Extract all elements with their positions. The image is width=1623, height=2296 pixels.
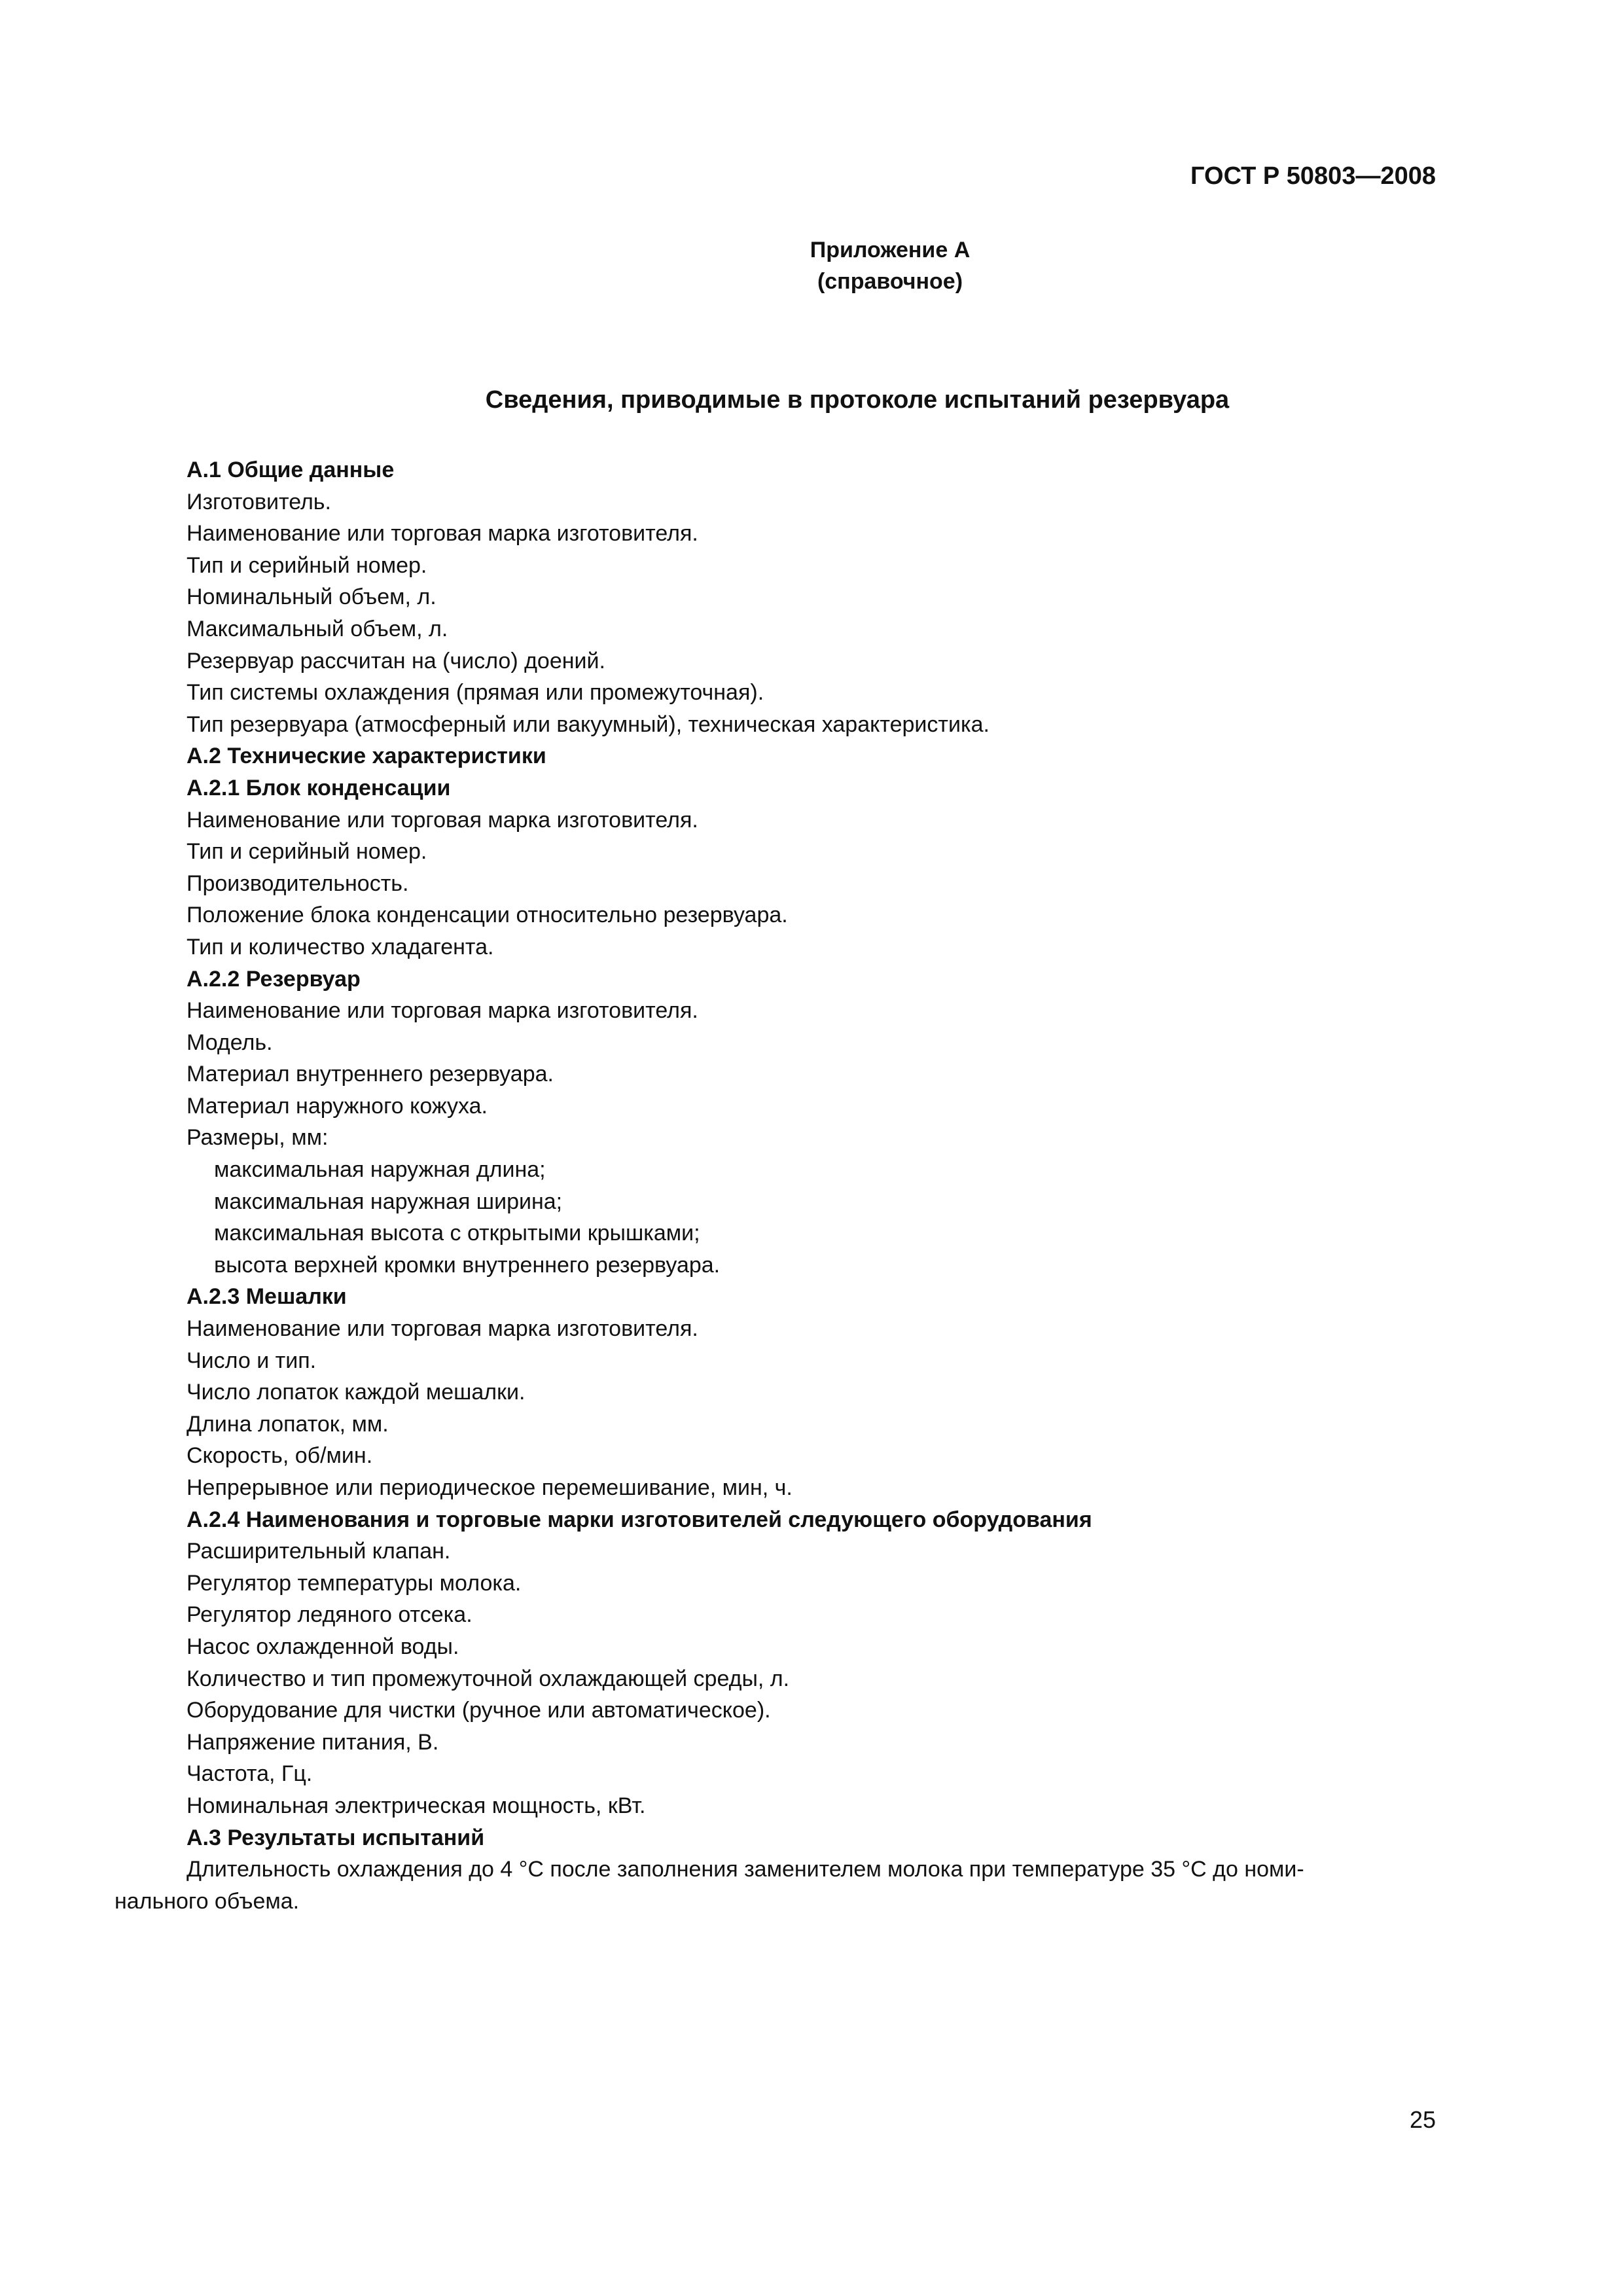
content-line: Наименование или торговая марка изготовителя. xyxy=(187,1316,698,1342)
content-line: Длина лопаток, мм. xyxy=(187,1411,389,1437)
appendix-label: Приложение А xyxy=(810,238,971,262)
content-line: Оборудование для чистки (ручное или автоматическое). xyxy=(187,1698,771,1723)
section-heading: А.2 Технические характеристики xyxy=(187,744,546,769)
document-body xyxy=(115,454,1436,1917)
content-line: Тип и серийный номер. xyxy=(187,552,427,578)
content-line: Положение блока конденсации относительно резервуара. xyxy=(187,903,788,928)
appendix-kind: (справочное) xyxy=(817,269,963,294)
section-heading: А.2.2 Резервуар xyxy=(187,966,361,992)
section-heading: А.3 Результаты испытаний xyxy=(187,1825,485,1850)
section-heading: А.2.4 Наименования и торговые марки изготовителей следующего оборудования xyxy=(187,1507,1092,1532)
content-line: Материал внутреннего резервуара. xyxy=(187,1062,554,1087)
content-line: Номинальная электрическая мощность, кВт. xyxy=(187,1793,646,1818)
content-line: Резервуар рассчитан на (число) доений. xyxy=(187,648,605,673)
content-line: Количество и тип промежуточной охлаждающей среды, л. xyxy=(187,1666,790,1691)
content-line: Число лопаток каждой мешалки. xyxy=(187,1380,526,1405)
content-line: Число и тип. xyxy=(187,1348,317,1373)
content-line: Регулятор температуры молока. xyxy=(187,1570,522,1596)
final-paragraph-line-1: Длительность охлаждения до 4 °С после заполнения заменителем молока при температуре 35 °С до номи- xyxy=(187,1857,1304,1882)
content-line: Тип и количество хладагента. xyxy=(187,934,494,960)
content-line: Номинальный объем, л. xyxy=(187,584,437,610)
content-line: высота верхней кромки внутреннего резервуара. xyxy=(214,1252,721,1278)
content-line: Напряжение питания, В. xyxy=(187,1729,439,1755)
content-line: Насос охлажденной воды. xyxy=(187,1634,459,1659)
section-heading: А.2.3 Мешалки xyxy=(187,1284,347,1310)
content-line: Тип системы охлаждения (прямая или промежуточная). xyxy=(187,680,764,706)
content-line: Наименование или торговая марка изготовителя. xyxy=(187,998,698,1024)
content-line: Частота, Гц. xyxy=(187,1761,313,1787)
content-line: Размеры, мм: xyxy=(187,1125,329,1151)
appendix-heading xyxy=(0,234,1623,297)
content-line: Скорость, об/мин. xyxy=(187,1443,373,1469)
section-heading: А.2.1 Блок конденсации xyxy=(187,775,451,800)
content-line: Расширительный клапан. xyxy=(187,1539,451,1564)
content-line: Материал наружного кожуха. xyxy=(187,1093,488,1119)
page-title: Сведения, приводимые в протоколе испытаний резервуара xyxy=(485,386,1230,414)
content-line: Тип и серийный номер. xyxy=(187,839,427,865)
content-line: Регулятор ледяного отсека. xyxy=(187,1602,473,1628)
content-line: Изготовитель. xyxy=(187,489,331,514)
page-number: 25 xyxy=(1409,2106,1436,2133)
content-line: Непрерывное или периодическое перемешивание, мин, ч. xyxy=(187,1475,793,1500)
content-line: максимальная высота с открытыми крышками; xyxy=(214,1221,700,1246)
content-line: Наименование или торговая марка изготовителя. xyxy=(187,521,698,547)
final-paragraph-line-2: нального объема. xyxy=(115,1888,300,1914)
content-line: Модель. xyxy=(187,1030,273,1055)
content-line: Максимальный объем, л. xyxy=(187,616,448,641)
content-line: максимальная наружная длина; xyxy=(214,1157,546,1183)
section-heading: А.1 Общие данные xyxy=(187,457,395,482)
content-line: Производительность. xyxy=(187,870,409,896)
content-line: Наименование или торговая марка изготовителя. xyxy=(187,807,698,833)
content-line: Тип резервуара (атмосферный или вакуумный), техническая характеристика. xyxy=(187,711,990,737)
document-code: ГОСТ Р 50803—2008 xyxy=(1190,162,1436,190)
content-lines xyxy=(187,454,1436,1854)
content-line: максимальная наружная ширина; xyxy=(214,1189,563,1214)
